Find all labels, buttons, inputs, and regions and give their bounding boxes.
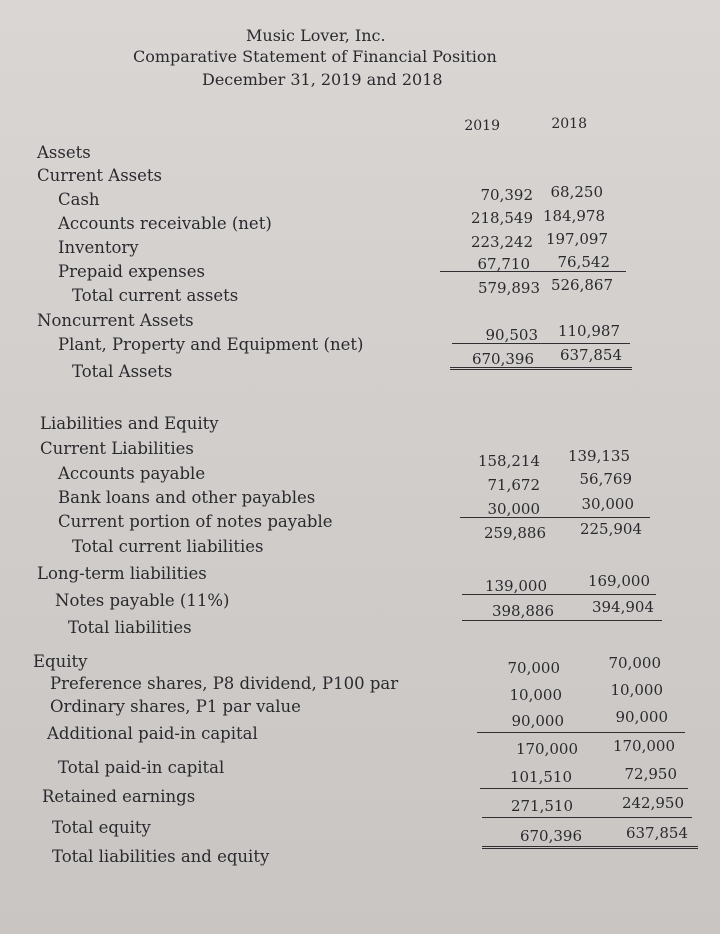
long-term-liabilities-heading: Long-term liabilities — [37, 564, 207, 583]
total-liabilities-2019: 398,886 — [491, 602, 554, 620]
total-liabilities-2018: 394,904 — [591, 598, 654, 616]
total-assets-label: Total Assets — [72, 362, 173, 381]
total-paid-in-capital-label: Total paid-in capital — [58, 758, 225, 777]
preference-shares-2019: 70,000 — [507, 659, 560, 677]
retained-earnings-2019: 101,510 — [509, 768, 572, 786]
total-equity-label: Total equity — [52, 818, 151, 837]
total-liabilities-equity-double-underline — [482, 846, 698, 849]
total-assets-2019: 670,396 — [471, 350, 534, 368]
ppe-underline — [452, 343, 630, 344]
accounts-receivable-label: Accounts receivable (net) — [58, 214, 272, 233]
company-name: Music Lover, Inc. — [246, 26, 386, 45]
notes-payable-label: Notes payable (11%) — [55, 591, 230, 610]
notes-payable-underline — [462, 594, 656, 595]
total-liabilities-equity-label: Total liabilities and equity — [52, 847, 270, 866]
assets-heading: Assets — [37, 143, 91, 162]
total-current-assets-label: Total current assets — [72, 286, 239, 305]
ppe-label: Plant, Property and Equipment (net) — [58, 335, 364, 354]
total-current-assets-2019: 579,893 — [477, 279, 540, 297]
bank-loans-2019: 71,672 — [487, 476, 540, 494]
current-liabilities-heading: Current Liabilities — [40, 439, 194, 458]
ordinary-shares-2018: 10,000 — [610, 681, 663, 699]
cash-2018: 68,250 — [550, 183, 603, 201]
preference-shares-2018: 70,000 — [608, 654, 661, 672]
accounts-payable-2019: 158,214 — [477, 452, 540, 470]
statement-date: December 31, 2019 and 2018 — [202, 70, 443, 89]
apic-2018: 90,000 — [615, 708, 668, 726]
total-current-assets-2018: 526,867 — [550, 276, 613, 294]
total-liabilities-label: Total liabilities — [68, 618, 192, 637]
total-paid-in-capital-2019: 170,000 — [515, 740, 578, 758]
apic-2019: 90,000 — [511, 712, 564, 730]
total-liabilities-equity-2019: 670,396 — [519, 827, 582, 845]
column-heading-2019: 2019 — [464, 118, 500, 134]
total-current-liabilities-2018: 225,904 — [579, 520, 642, 538]
accounts-receivable-2019: 218,549 — [470, 209, 533, 227]
liabilities-equity-heading: Liabilities and Equity — [40, 414, 219, 433]
bank-loans-label: Bank loans and other payables — [58, 488, 316, 507]
prepaid-expenses-2018: 76,542 — [557, 253, 610, 271]
retained-earnings-underline — [480, 788, 688, 789]
total-liabilities-equity-2018: 637,854 — [625, 824, 688, 842]
total-paid-in-capital-2018: 170,000 — [612, 737, 675, 755]
accounts-payable-label: Accounts payable — [58, 464, 206, 483]
accounts-payable-2018: 139,135 — [567, 447, 630, 465]
cash-label: Cash — [58, 190, 100, 209]
ordinary-shares-2019: 10,000 — [509, 686, 562, 704]
total-assets-2018: 637,854 — [559, 346, 622, 364]
total-liabilities-underline — [462, 620, 662, 621]
equity-heading: Equity — [33, 652, 88, 671]
current-notes-underline — [460, 517, 650, 518]
current-notes-payable-2019: 30,000 — [487, 500, 540, 518]
preference-shares-label: Preference shares, P8 dividend, P100 par — [50, 674, 399, 693]
total-current-liabilities-label: Total current liabilities — [72, 537, 264, 556]
cash-2019: 70,392 — [480, 186, 533, 204]
inventory-2019: 223,242 — [470, 233, 533, 251]
statement-title: Comparative Statement of Financial Position — [133, 47, 497, 66]
ordinary-shares-label: Ordinary shares, P1 par value — [50, 697, 301, 716]
noncurrent-assets-heading: Noncurrent Assets — [37, 311, 194, 330]
bank-loans-2018: 56,769 — [579, 470, 632, 488]
ppe-2018: 110,987 — [557, 322, 620, 340]
retained-earnings-2018: 72,950 — [624, 765, 677, 783]
apic-underline — [477, 732, 685, 733]
prepaid-expenses-label: Prepaid expenses — [58, 262, 205, 281]
prepaid-expenses-2019: 67,710 — [477, 255, 530, 273]
inventory-label: Inventory — [58, 238, 139, 257]
total-equity-2018: 242,950 — [621, 794, 684, 812]
total-current-liabilities-2019: 259,886 — [483, 524, 546, 542]
prepaid-underline — [440, 271, 626, 272]
notes-payable-2019: 139,000 — [484, 577, 547, 595]
apic-label: Additional paid-in capital — [47, 724, 258, 743]
accounts-receivable-2018: 184,978 — [542, 207, 605, 225]
retained-earnings-label: Retained earnings — [42, 787, 196, 806]
notes-payable-2018: 169,000 — [587, 572, 650, 590]
current-notes-payable-2018: 30,000 — [581, 495, 634, 513]
current-notes-payable-label: Current portion of notes payable — [58, 512, 333, 531]
total-equity-2019: 271,510 — [510, 797, 573, 815]
total-assets-double-underline — [450, 367, 632, 370]
inventory-2018: 197,097 — [545, 230, 608, 248]
ppe-2019: 90,503 — [485, 326, 538, 344]
column-heading-2018: 2018 — [551, 116, 587, 132]
current-assets-heading: Current Assets — [37, 166, 163, 185]
total-equity-underline — [482, 817, 692, 818]
